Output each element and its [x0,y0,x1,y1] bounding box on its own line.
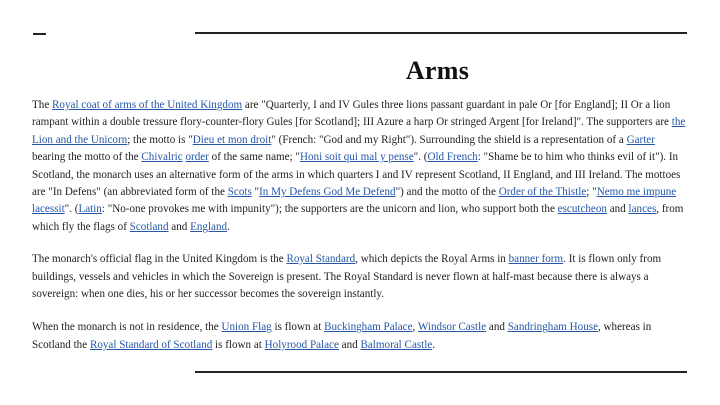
text-run: The monarch's official flag in the United Kingdom is the [32,253,287,266]
text-link[interactable]: Royal Standard [286,253,356,266]
text-run: : "Shame be to him who thinks evil of it"). In Scotland, the monarch uses an alternative form of the arms in which quarters I and IV represent Scotland, II England, and III Ireland. The mottoes are "In Defens" (an abbreviated form of the [32,151,681,199]
text-link[interactable]: Scots [227,186,252,199]
page-title: Arms [405,56,470,85]
text-run: . [227,220,230,233]
text-run: " (French: "God and my Right"). Surrounding the shield is a representation of a [271,133,627,146]
text-link[interactable]: Nemo me impune lacessit [32,186,677,216]
text-link[interactable]: Old French [427,151,478,164]
text-run: " [251,186,260,199]
text-run: is flown at [212,338,265,351]
paragraph-arms [32,97,687,236]
text-run: . [432,338,436,351]
text-link[interactable]: Holyrood Palace [264,338,339,351]
text-run: bearing the motto of the [32,151,142,164]
text-link[interactable]: Royal Standard of Scotland [89,338,213,351]
text-link[interactable]: Dieu et mon droit [192,133,272,146]
text-run: of the same name; " [208,151,300,164]
text-run: When the monarch is not in residence, the [32,321,222,334]
short-divider [33,33,46,35]
text-run: ; " [586,186,597,199]
text-link[interactable]: Union Flag [221,321,272,334]
text-run: , which depicts the Royal Arms in [355,253,509,266]
text-link[interactable]: escutcheon [557,203,607,216]
paragraph-royal-standard [32,251,687,303]
text-link[interactable]: order [185,151,209,164]
text-run: , whereas in Scotland the [32,321,652,351]
text-link[interactable]: England [190,220,228,233]
article-body [32,97,687,370]
text-link[interactable]: Royal coat of arms of the United Kingdom [52,99,243,111]
text-run: . It is flown only from buildings, vessels and vehicles in which the Sovereign is present. The Royal Standard is never flown at half-mast because there is always a sovereign: when one dies, his or her successor becomes the sovereign instantly. [32,253,662,301]
text-link[interactable]: Chivalric [141,151,183,164]
text-run: and [168,220,191,233]
text-run: are "Quarterly, I and IV Gules three lions passant guardant in pale Or [for England]; II Or a lion rampant within a double tressure flory-counter-flory Gules [for Scotland]; III Azure a harp Or stringed Argent [for Ireland]". The supporters are [32,99,672,129]
text-run: ") and the motto of the [395,186,499,199]
text-link[interactable]: Sandringham House [507,321,598,334]
text-link[interactable]: Buckingham Palace [324,321,413,334]
text-link[interactable]: Windsor Castle [417,321,487,334]
text-run: , [412,321,418,334]
text-run: ". ( [64,203,79,216]
text-link[interactable]: Honi soit qui mal y pense [299,151,414,164]
top-divider [195,32,687,34]
text-run: is flown at [271,321,325,334]
text-run: ". ( [413,151,428,164]
text-link[interactable]: the Lion and the Unicorn [32,116,686,146]
text-link[interactable]: Scotland [129,220,169,233]
text-link[interactable]: banner form [508,253,564,266]
text-run: ; the motto is " [127,133,193,146]
text-run: : "No-one provokes me with impunity"); the supporters are the unicorn and lion, who support both the [101,203,558,216]
text-link[interactable]: Order of the Thistle [498,186,587,199]
text-link[interactable]: Garter [626,133,655,146]
text-run: The [32,99,53,111]
text-link[interactable]: Latin [78,203,102,216]
text-link[interactable]: Balmoral Castle [360,338,433,351]
text-run: and [486,321,508,334]
text-link[interactable]: lances [628,203,657,216]
text-run: and [606,203,629,216]
text-run: , from which fly the flags of [32,203,684,233]
bottom-divider [195,371,687,373]
paragraph-union-flag [32,319,687,354]
text-run: and [338,338,361,351]
text-link[interactable]: In My Defens God Me Defend [259,186,396,199]
